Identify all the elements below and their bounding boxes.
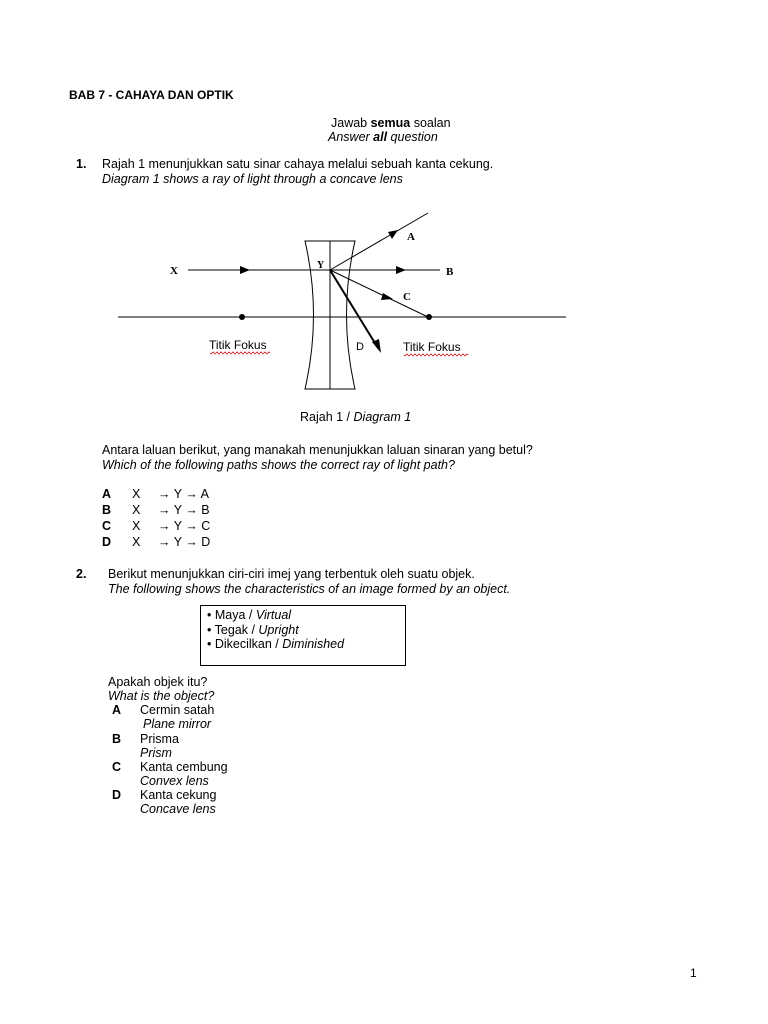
q2-option-en: Plane mirror [143, 717, 212, 731]
diagram-caption-ms: Rajah 1 / [300, 410, 354, 424]
instruction-ms-prefix: Jawab [331, 116, 371, 130]
q1-option-letter: D [102, 535, 112, 549]
characteristics-box [200, 605, 406, 666]
q2-option-en: Concave lens [140, 802, 216, 816]
characteristic-item [207, 608, 291, 622]
q1-option-path: → Y → D [158, 535, 211, 549]
instruction-en-suffix: question [387, 130, 438, 144]
q2-option-letter: C [112, 760, 122, 774]
q1-option-start: X [132, 487, 141, 501]
q1-option-start: X [132, 503, 141, 517]
q1-text-ms: Rajah 1 menunjukkan satu sinar cahaya melalui sebuah kanta cekung. [102, 157, 494, 171]
focal-point-right [426, 314, 432, 320]
label-x: X [170, 265, 178, 277]
q1-option-start: X [132, 519, 141, 533]
instruction-en-bold: all [373, 130, 388, 144]
label-d: D [356, 341, 364, 353]
characteristic-ms: • Maya / [207, 608, 256, 622]
chapter-title: BAB 7 - CAHAYA DAN OPTIK [69, 88, 234, 102]
q2-option-ms: Prisma [140, 732, 179, 746]
q2-option-en: Prism [140, 746, 172, 760]
diagram-caption [300, 410, 411, 424]
q2-option-en: Convex lens [140, 774, 209, 788]
q2-option-ms: Cermin satah [140, 703, 215, 717]
q2-option-letter: A [112, 703, 122, 717]
q1-option-start: X [132, 535, 141, 549]
label-a: A [407, 231, 415, 243]
q1-option-path: → Y → A [158, 487, 209, 501]
concave-lens-diagram [0, 0, 768, 420]
q1-option-letter: A [102, 487, 112, 501]
focus-label-left: Titik Fokus [209, 338, 267, 352]
spellcheck-underline-left [210, 352, 270, 354]
characteristic-en: Virtual [255, 608, 292, 622]
incident-ray-arrow [240, 266, 250, 274]
q2-option-letter: D [112, 788, 122, 802]
q2-option-ms: Kanta cekung [140, 788, 217, 802]
q1-text-en: Diagram 1 shows a ray of light through a concave lens [102, 172, 403, 186]
q2-text-ms: Berikut menunjukkan ciri-ciri imej yang terbentuk oleh suatu objek. [108, 567, 475, 581]
q1-option-letter: B [102, 503, 112, 517]
label-c: C [403, 291, 411, 303]
focus-label-right: Titik Fokus [403, 340, 461, 354]
instruction-ms-bold: semua [370, 116, 411, 130]
ray-b-arrow [396, 266, 406, 274]
q1-question-en: Which of the following paths shows the correct ray of light path? [102, 458, 455, 472]
q2-question-en: What is the object? [108, 689, 215, 703]
instruction-ms-suffix: soalan [410, 116, 451, 130]
diagram-caption-en: Diagram 1 [353, 410, 412, 424]
characteristic-en: Diminished [282, 637, 345, 651]
label-b: B [446, 266, 454, 278]
characteristic-ms: • Tegak / [207, 623, 259, 637]
ray-c-arrow [381, 293, 393, 300]
q1-option-path: → Y → C [158, 519, 211, 533]
q1-number: 1. [76, 157, 87, 171]
ray-a-arrow [388, 230, 398, 239]
page-number: 1 [690, 966, 697, 980]
characteristic-item [207, 623, 299, 637]
q2-option-letter: B [112, 732, 122, 746]
q2-number: 2. [76, 567, 87, 581]
q2-question-ms: Apakah objek itu? [108, 675, 208, 689]
q1-option-letter: C [102, 519, 112, 533]
q1-option-path: → Y → B [158, 503, 210, 517]
q2-text-en: The following shows the characteristics of an image formed by an object. [108, 582, 511, 596]
q2-option-ms: Kanta cembung [140, 760, 228, 774]
characteristic-item [207, 637, 344, 651]
spellcheck-underline-right [404, 354, 468, 356]
q1-question-ms: Antara laluan berikut, yang manakah menunjukkan laluan sinaran yang betul? [102, 443, 533, 457]
characteristic-ms: • Dikecilkan / [207, 637, 283, 651]
label-y: Y [317, 260, 325, 271]
instruction-en-prefix: Answer [328, 130, 374, 144]
characteristic-en: Upright [258, 623, 299, 637]
focal-point-left [239, 314, 245, 320]
